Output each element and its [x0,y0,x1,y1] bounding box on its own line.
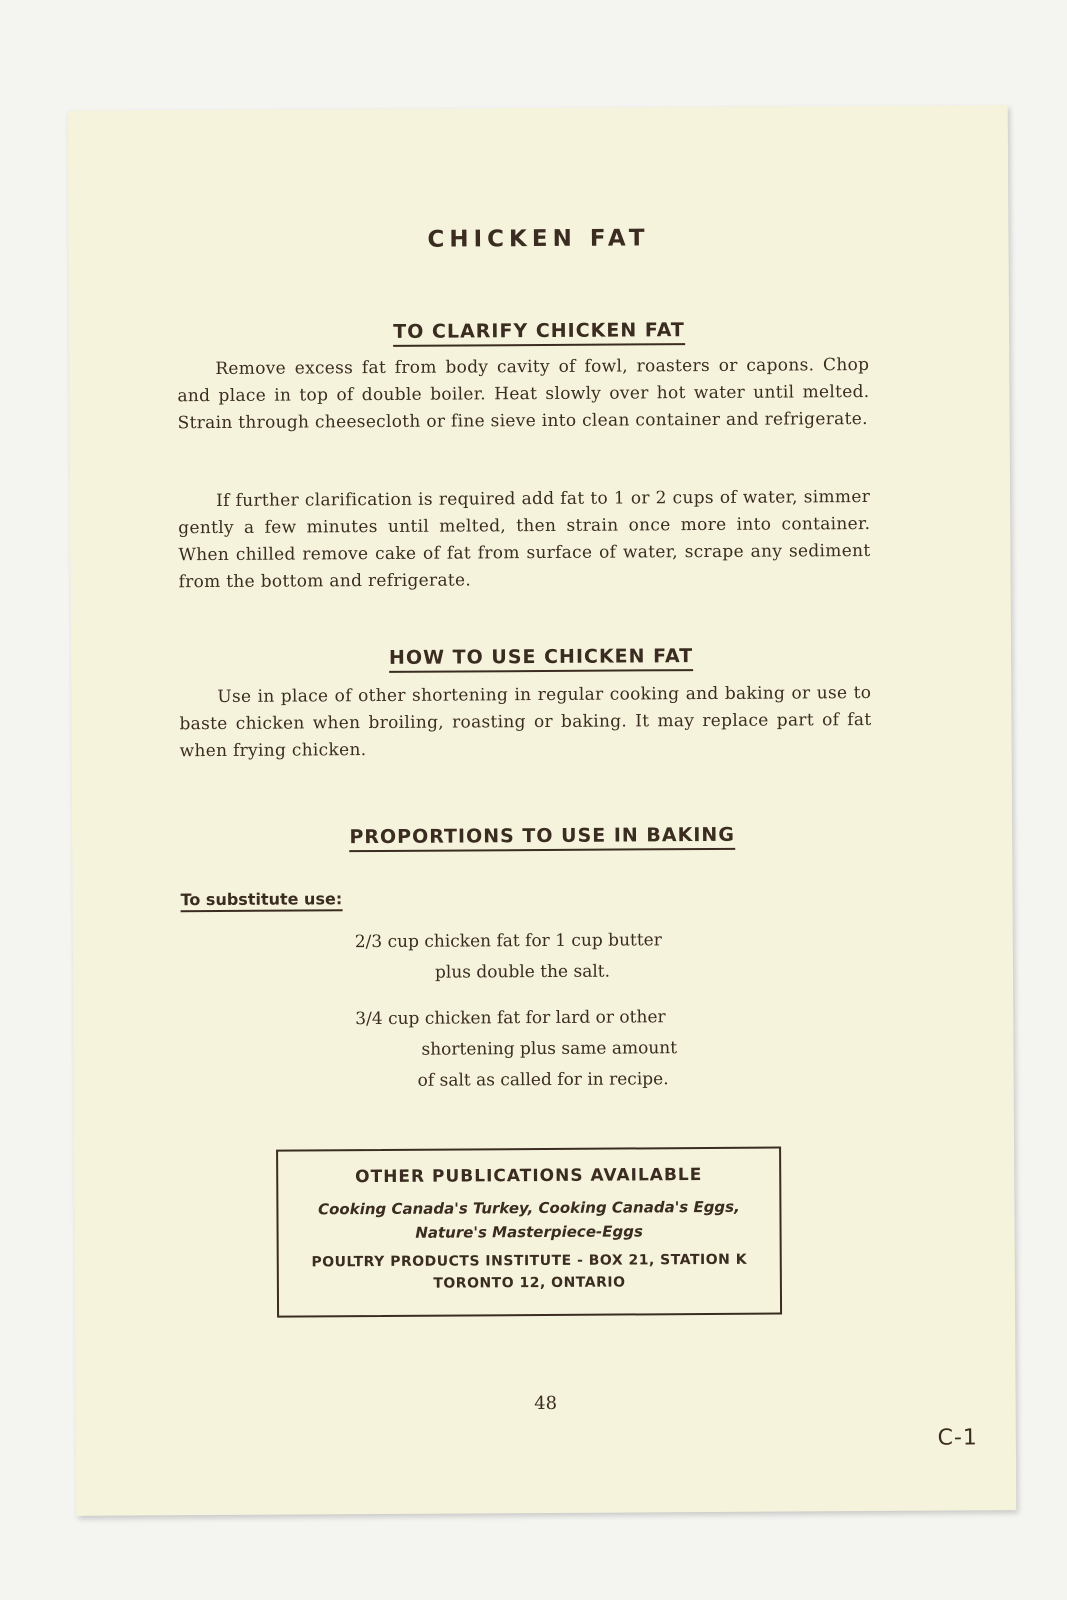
proportion-lard-line3: of salt as called for in recipe. [417,1069,669,1091]
heading-proportions [72,822,1012,850]
publications-titles [278,1195,779,1246]
publications-titles-line2: Nature's Masterpiece-Eggs [415,1222,643,1242]
page-number: 48 [534,1392,558,1415]
publisher-address [279,1249,780,1296]
proportion-butter [355,925,662,989]
publisher-address-line1: POULTRY PRODUCTS INSTITUTE - BOX 21, STATION K [311,1251,748,1271]
publications-titles-line1: Cooking Canada's Turkey, Cooking Canada's Eggs, [318,1197,740,1219]
paragraph-clarify-1: Remove excess fat from body cavity of fowl, roasters or capons. Chop and place in top of double boiler. Heat slowly over hot water until melted. Strain through cheesecloth or fine sieve into clean container and refrigerate. [177,354,870,434]
publications-box [276,1147,782,1318]
heading-clarify [69,317,1009,345]
proportion-lard-line1: 3/4 cup chicken fat for lard or other [355,1007,666,1030]
paragraph-how-to-use: Use in place of other shortening in regular cooking and baking or use to baste chicken when broiling, roasting or baking. It may replace part of fat when frying chicken. [179,682,872,762]
substitute-label: To substitute use: [180,889,342,912]
proportion-lard-line2: shortening plus same amount [421,1038,678,1060]
heading-proportions-text: PROPORTIONS TO USE IN BAKING [349,824,735,852]
page-title: CHICKEN FAT [427,225,650,253]
paragraph-clarify-2: If further clarification is required add fat to 1 or 2 cups of water, simmer gently a few minutes until melted, then strain once more into container. When chilled remove cake of fat from surface of water, scrape any sediment from the bottom and refrigerate. [178,486,871,593]
heading-how-to-use-text: HOW TO USE CHICKEN FAT [389,645,693,673]
page-code: C-1 [937,1425,978,1451]
heading-how-to-use [71,643,1011,671]
publisher-address-line2: TORONTO 12, ONTARIO [433,1274,626,1292]
proportion-lard [355,1002,677,1097]
proportion-butter-line1: 2/3 cup chicken fat for 1 cup butter [354,930,662,953]
publications-heading: OTHER PUBLICATIONS AVAILABLE [355,1165,703,1188]
heading-clarify-text: TO CLARIFY CHICKEN FAT [393,319,685,347]
booklet-page [68,105,1017,1516]
proportion-butter-line2: plus double the salt. [434,961,611,983]
